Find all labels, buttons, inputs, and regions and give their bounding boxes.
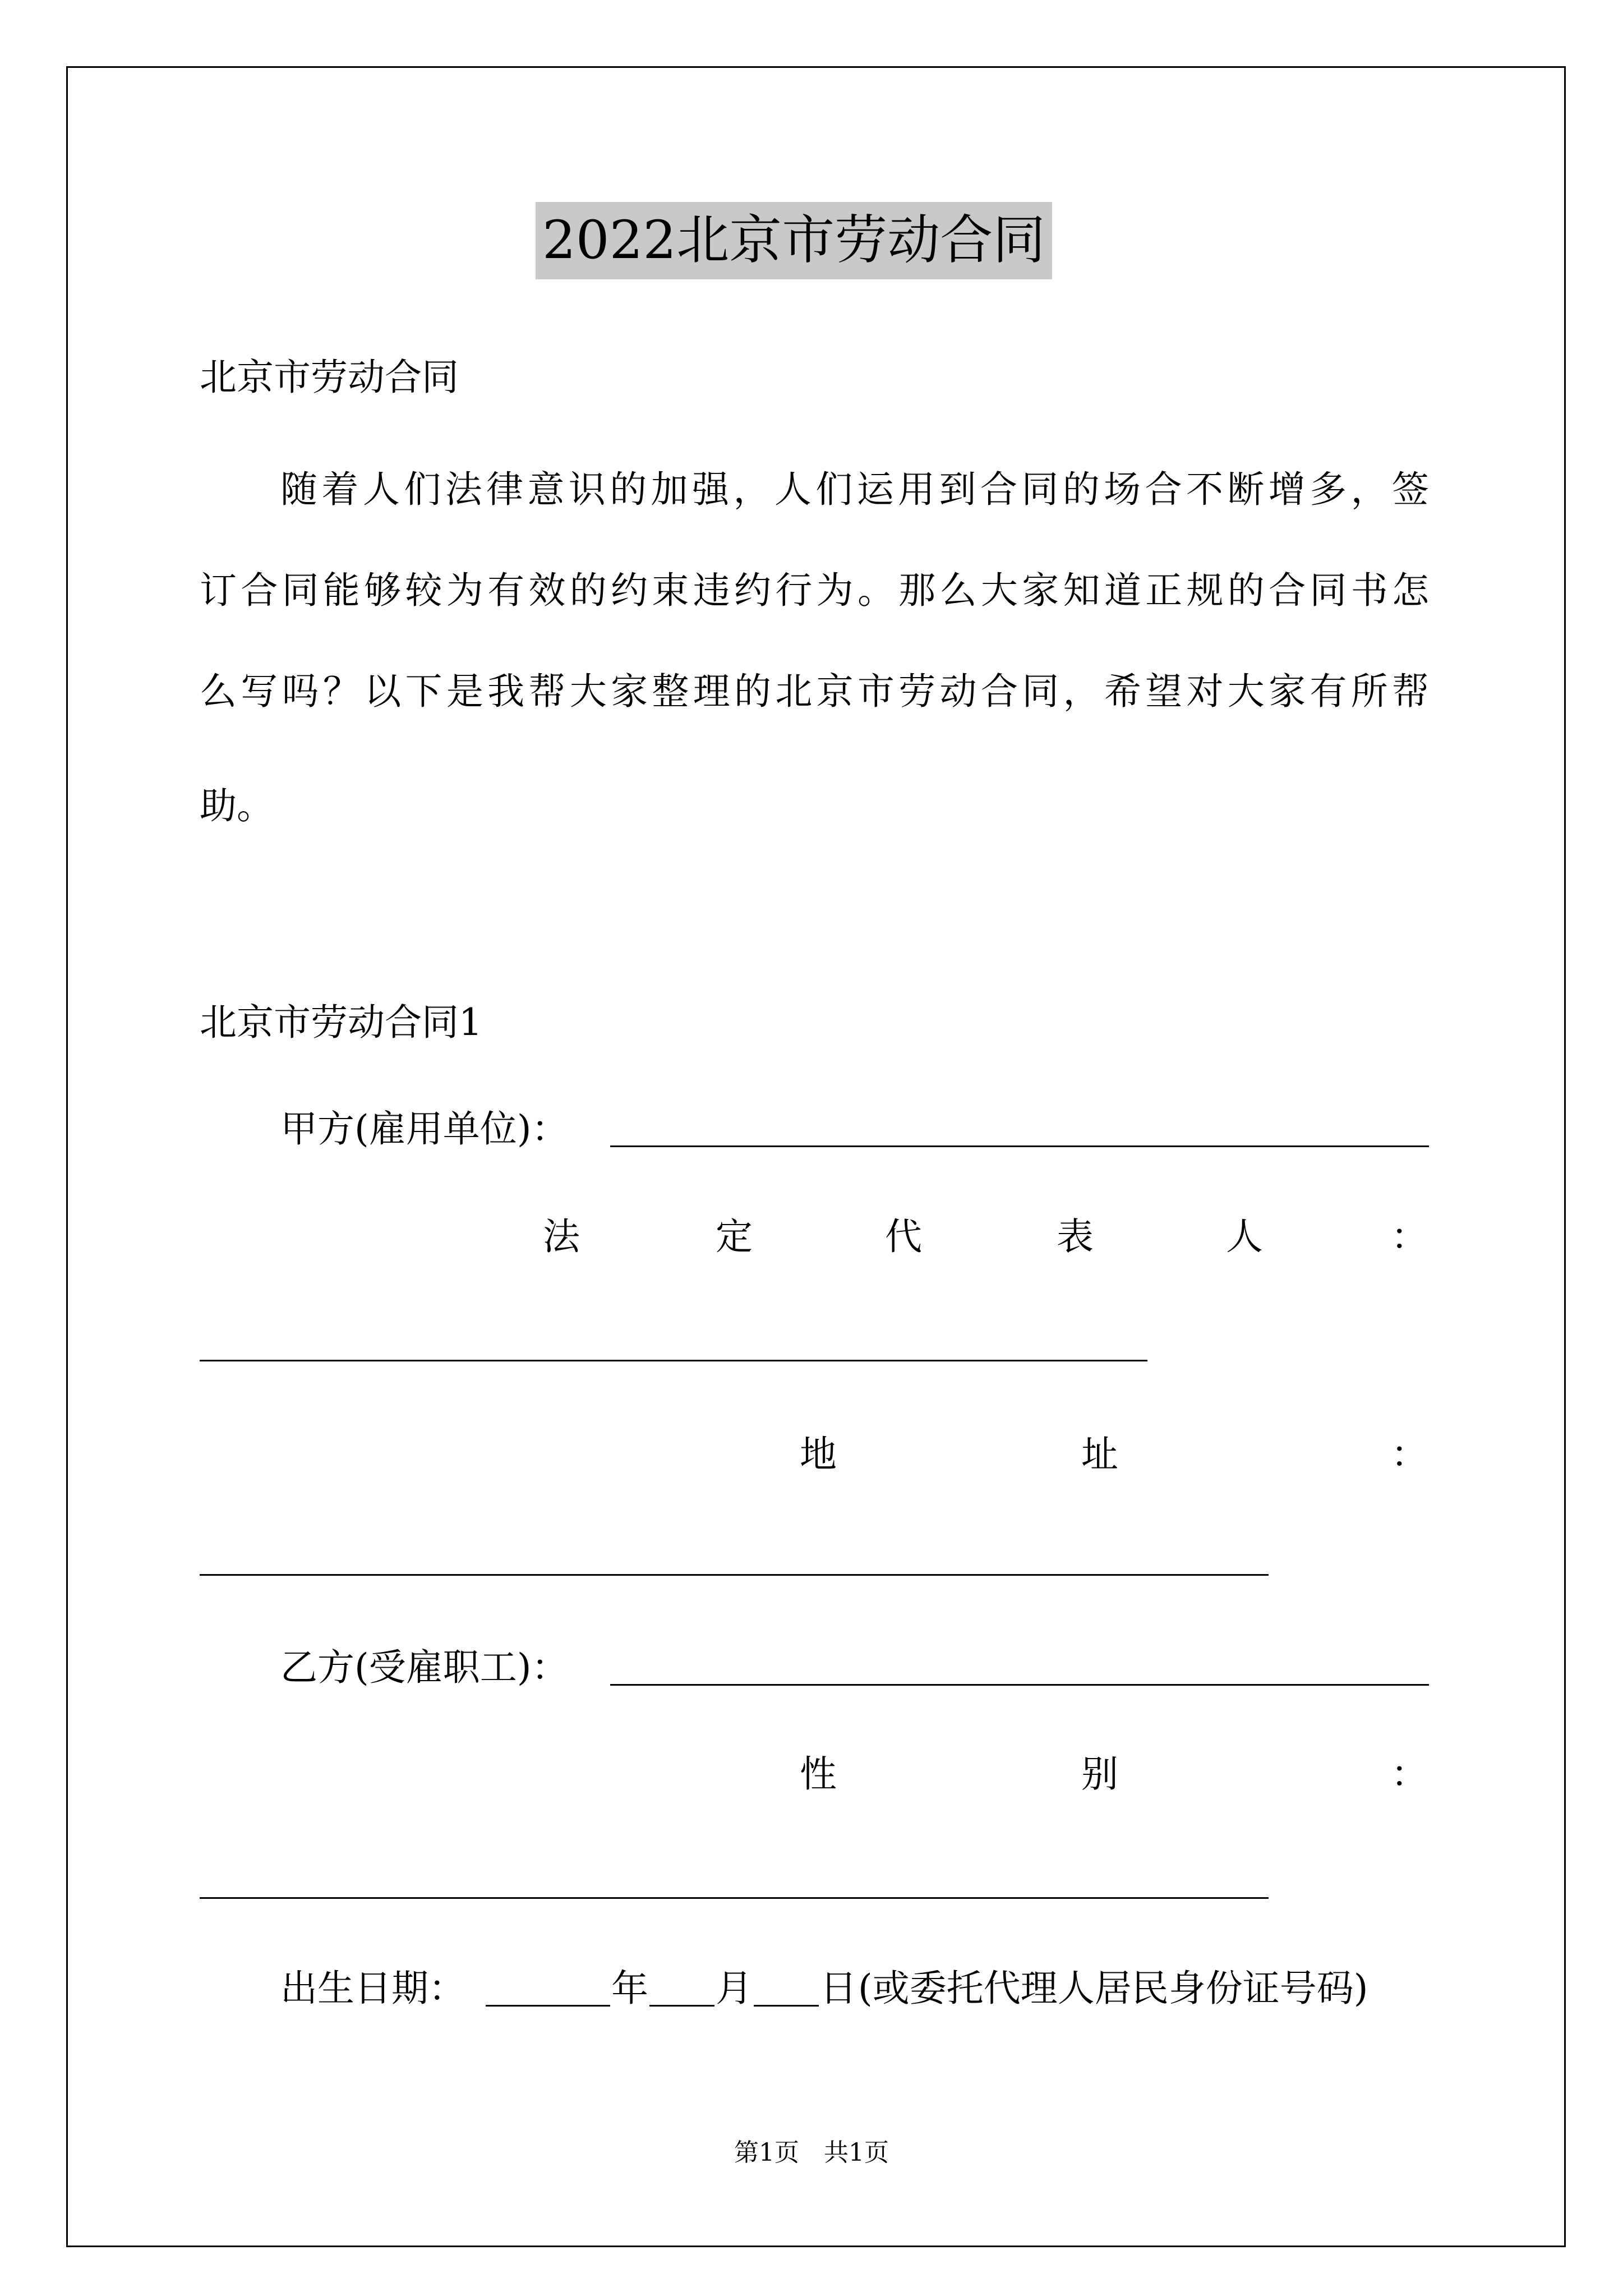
char: ： bbox=[1391, 1215, 1428, 1258]
section-title: 北京市劳动合同1 bbox=[200, 1001, 482, 1044]
birth-month-blank bbox=[649, 2005, 714, 2007]
party-b-label: 乙方(受雇职工)： bbox=[280, 1646, 569, 1689]
id-number-note: (或委托代理人居民身份证号码) bbox=[858, 1967, 1368, 2010]
party-a-blank bbox=[610, 1145, 1429, 1147]
char: 别 bbox=[1081, 1752, 1118, 1796]
char: 表 bbox=[1057, 1215, 1094, 1258]
page-footer: 第1页 共1页 bbox=[734, 2138, 889, 2167]
birth-year-blank bbox=[486, 2005, 610, 2007]
char: 定 bbox=[716, 1215, 753, 1258]
birth-day-blank bbox=[754, 2005, 819, 2007]
char: 法 bbox=[543, 1215, 580, 1258]
gender-label bbox=[200, 1749, 1429, 1800]
char: 性 bbox=[800, 1752, 837, 1796]
party-a-label: 甲方(雇用单位)： bbox=[280, 1107, 569, 1151]
birth-date-label: 出生日期： bbox=[280, 1967, 465, 2010]
char: 地 bbox=[800, 1433, 837, 1476]
char: ： bbox=[1391, 1433, 1428, 1476]
legal-representative-blank bbox=[200, 1360, 1147, 1361]
gender-blank bbox=[200, 1897, 1269, 1899]
document-title: 2022北京市劳动合同 bbox=[536, 202, 1052, 279]
intro-line-2: 订合同能够较为有效的约束违约行为。那么大家知道正规的合同书怎 bbox=[200, 569, 1429, 612]
char: 代 bbox=[885, 1215, 922, 1258]
intro-line-1: 随着人们法律意识的加强，人们运用到合同的场合不断增多，签 bbox=[280, 468, 1429, 511]
birth-year-unit: 年 bbox=[611, 1967, 648, 2010]
char: ： bbox=[1391, 1752, 1428, 1796]
address-blank bbox=[200, 1574, 1269, 1576]
intro-line-3: 么写吗？以下是我帮大家整理的北京市劳动合同，希望对大家有所帮 bbox=[200, 670, 1429, 713]
birth-day-unit: 日 bbox=[820, 1967, 857, 2010]
intro-line-4: 助。 bbox=[200, 784, 274, 827]
birth-month-unit: 月 bbox=[716, 1967, 753, 2010]
address-label bbox=[200, 1429, 1429, 1480]
party-b-blank bbox=[610, 1684, 1429, 1686]
char: 址 bbox=[1081, 1433, 1118, 1476]
char: 人 bbox=[1226, 1215, 1263, 1258]
document-heading: 北京市劳动合同 bbox=[200, 356, 459, 399]
legal-representative-label bbox=[200, 1212, 1429, 1262]
